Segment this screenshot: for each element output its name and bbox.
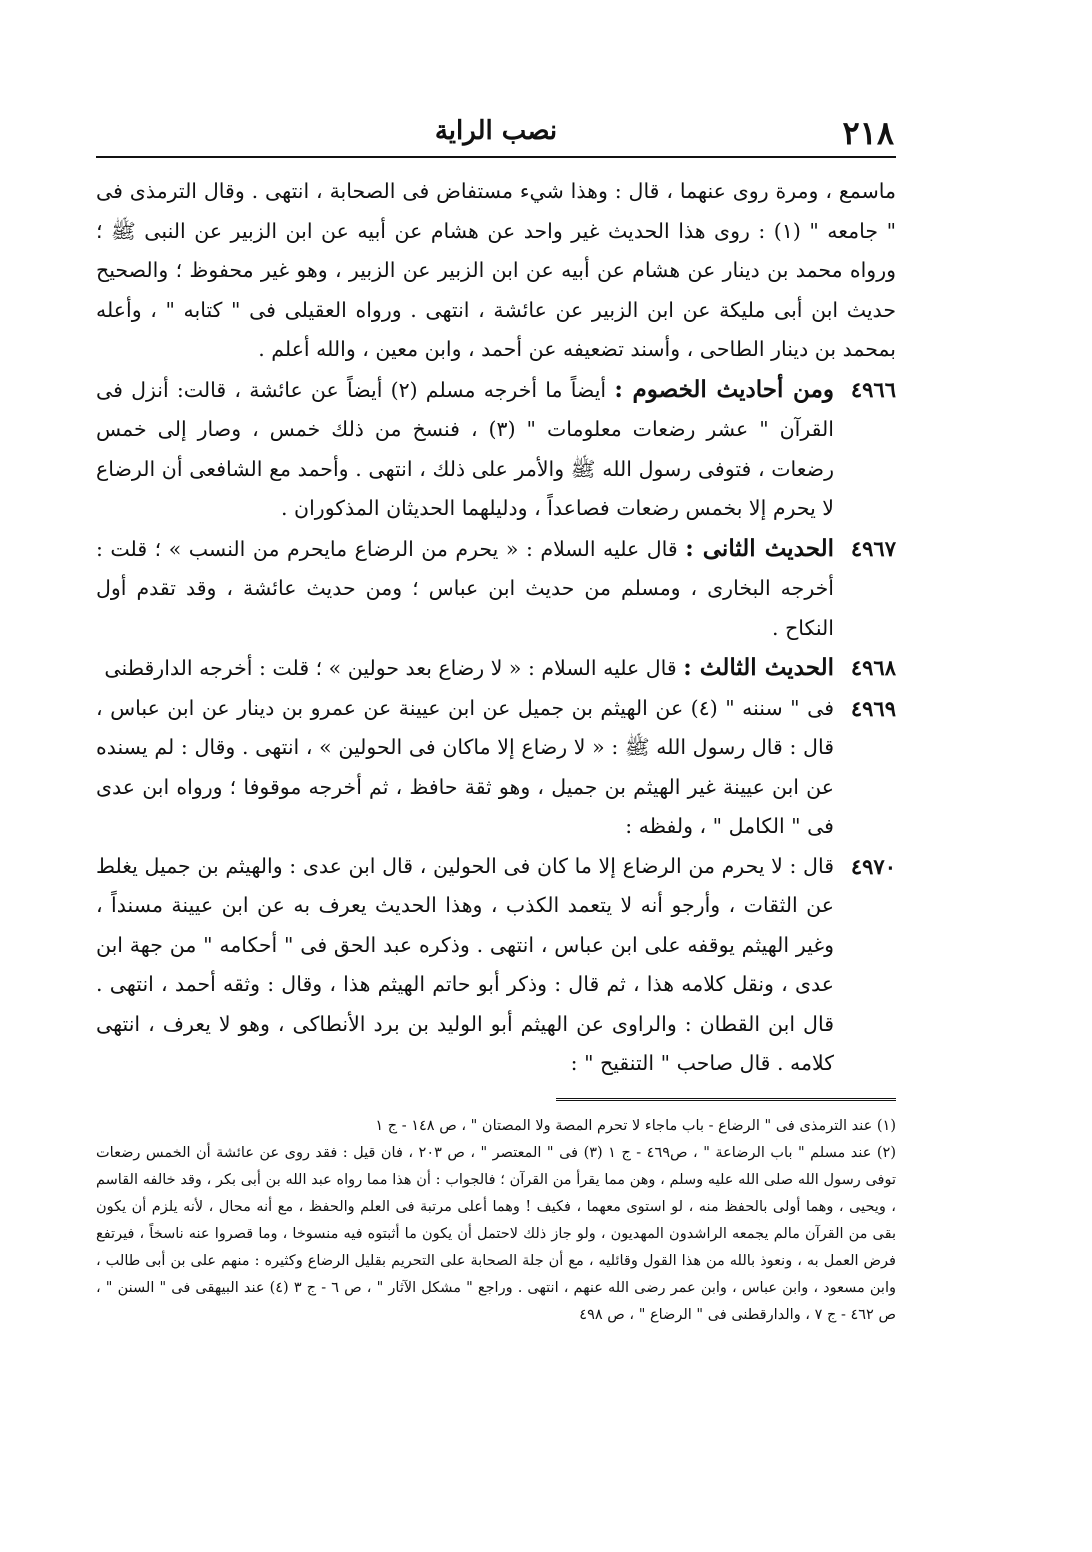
footnote: (٢) عند مسلم " باب الرضاعة " ، ص٤٦٩ - ج ١ (٣) فى " المعتصر " ، ص ٢٠٣ ، فان قيل : فقد روى عن عائشة أن الخمس رضعات توفى رسول الله صلى الله عليه وسلم ، وهن مما يقرأ من القرآن ؛ فالجواب : أن هذا مما رواه عبد الله بن أبى بكر ، وقد خالفه القاسم ، ويحيى ، وهما أولى بالحفظ منه ، لو استوى معهما ، فكيف ! وهما أعلى مرتبة فى العلم والحفظ ، مع أنه محال ، لأنه يلزم أن يكون بقى من القرآن مالم يجمعه الراشدون المهديون ، ولو جاز ذلك لاحتمل أن يكون ما أثبتوه فيه منسوخا ، وما قصروا عنه ناسخاً ، فيرتفع فرض العمل به ، ونعوذ بالله من هذا القول وقائليه ، مع أن جلة الصحابة على التحريم بقليل الرضاع وكثيره : منهم على بن أبى طالب ، وابن مسعود ، وابن عباس ، وابن عمر رضى الله عنهم ، انتهى . وراجع " مشكل الآثار " ، ص ٦ - ج ٣ (٤) عند البيهقى فى " السنن " ، ص ٤٦٢ - ج ٧ ، والدارقطنى فى " الرضاع " ، ص ٤٩٨ (96, 1144, 896, 1323)
book-page (96, 110, 896, 1329)
hadith-entry (96, 689, 896, 847)
footnote: (١) عند الترمذى فى " الرضاع - باب ماجاء لا تحرم المصة ولا المصتان " ، ص ١٤٨ - ج ١ (375, 1117, 896, 1134)
intro-paragraph: ماسمع ، ومرة روى عنهما ، قال : وهذا شيء مستفاض فى الصحابة ، انتهى . وقال الترمذى فى " جامعه " (١) : روى هذا الحديث غير واحد عن هشام عن أبيه عن ابن الزبير عن النبى ﷺ ؛ ورواه محمد بن دينار عن هشام عن أبيه عن ابن الزبير عن الزبير ، وهو غير محفوظ ؛ والصحيح حديث ابن أبى مليكة عن ابن الزبير عن عائشة ، انتهى . ورواه العقيلى فى " كتابه " ، وأعله بمحمد بن دينار الطاحى ، وأسند تضعيفه عن أحمد ، وابن معين ، والله أعلم . (96, 179, 896, 361)
hadith-number: ٤٩٦٦ (850, 376, 896, 402)
hadith-number: ٤٩٦٧ (850, 535, 896, 561)
hadith-text: قال عليه السلام : « يحرم من الرضاع مايحرم من النسب » ؛ قلت : أخرجه البخارى ، ومسلم من حديث ابن عباس ؛ ومن حديث عائشة ، وقد تقدم أول النكاح . (96, 536, 834, 640)
main-text (96, 172, 896, 1084)
hadith-lead: الحديث الثالث : (683, 654, 834, 681)
hadith-number: ٤٩٦٩ (850, 695, 896, 721)
hadith-number: ٤٩٦٨ (850, 655, 896, 680)
hadith-text: قال عليه السلام : « لا رضاع بعد حولين » ؛ قلت : أخرجه الدارقطنى (104, 656, 684, 680)
hadith-entry (96, 847, 896, 1084)
hadith-entry (96, 370, 896, 529)
footnotes (96, 1113, 896, 1329)
hadith-text: أيضاً ما أخرجه مسلم (٢) أيضاً عن عائشة ، قالت: أنزل فى القرآن " عشر رضعات معلومات " (٣) ، فنسخ من ذلك خمس ، وصار إلى خمس رضعات ، فتوفى رسول الله ﷺ والأمر على ذلك ، انتهى . وأحمد مع الشافعى أن الرضاع لا يحرم إلا بخمس رضعات فصاعداً ، ودليلهما الحديثان المذكوران . (96, 377, 834, 520)
footnote-divider (556, 1098, 896, 1103)
hadith-lead: ومن أحاديث الخصوم : (614, 375, 834, 403)
running-title: نصب الراية (434, 116, 558, 146)
page-header (96, 110, 896, 158)
hadith-text: فى " سننه " (٤) عن الهيثم بن جميل عن ابن عيينة عن عمرو بن دينار عن ابن عباس ، قال : قال رسول الله ﷺ : « لا رضاع إلا ماكان فى الحولين » ، انتهى . وقال : لم يسنده عن ابن عيينة غير الهيثم بن جميل ، وهو ثقة حافظ ، ثم أخرجه موقوفا ؛ ورواه ابن عدى فى " الكامل " ، ولفظه : (96, 695, 834, 838)
hadith-number: ٤٩٧٠ (850, 853, 896, 879)
hadith-entry (96, 648, 896, 689)
hadith-text: قال : لا يحرم من الرضاع إلا ما كان فى الحولين ، قال ابن عدى : والهيثم بن جميل يغلط عن الثقات ، وأرجو أنه لا يتعمد الكذب ، وهذا الحديث يعرف به عن ابن عيينة مسنداً ، وغير الهيثم يوقفه على ابن عباس ، انتهى . وذكره عبد الحق فى " أحكامه " من جهة ابن عدى ، ونقل كلامه هذا ، ثم قال : وذكر أبو حاتم الهيثم هذا ، وقال : وثقه أحمد ، انتهى . قال ابن القطان : والراوى عن الهيثم أبو الوليد بن برد الأنطاكى ، وهو لا يعرف ، انتهى كلامه . قال صاحب " التنقيح " : (96, 853, 834, 1075)
page-number: ٢١٨ (842, 114, 894, 152)
hadith-lead: الحديث الثانى : (685, 534, 834, 562)
hadith-entry (96, 529, 896, 649)
